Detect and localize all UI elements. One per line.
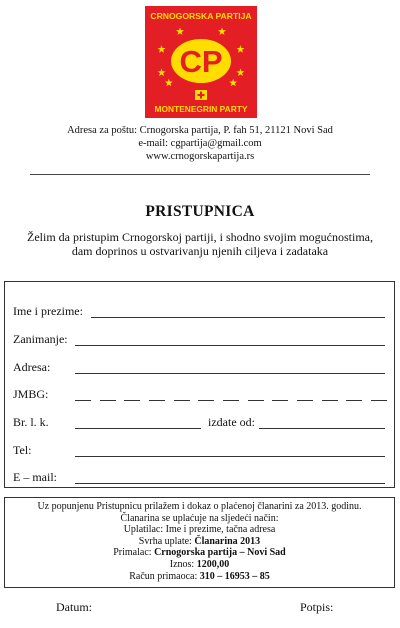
jmbg-digit-slot[interactable] [322,400,338,401]
account-value: 310 – 16953 – 85 [199,570,270,582]
jmbg-field[interactable] [75,400,387,402]
postal-address: Adresa za poštu: Crnogorska partija, P. fah 51, 21121 Novi Sad [67,125,333,136]
address-label: Adresa: [13,360,51,374]
jmbg-digit-slot[interactable] [75,400,91,401]
id-card-label: Br. l. k. [13,415,49,429]
amount-label: Iznos: [169,558,195,570]
logo-initials: CP [179,44,223,79]
payment-account [5,571,394,583]
party-logo [145,6,257,118]
occupation-label: Zanimanje: [13,332,68,346]
jmbg-digit-slot[interactable] [124,400,140,401]
jmbg-label: JMBG: [13,387,49,401]
intro-text [0,230,400,258]
cross-icon [195,90,207,100]
address-field[interactable] [75,373,385,374]
jmbg-digit-slot[interactable] [198,400,214,401]
purpose-label: Svrha uplate: [138,535,192,547]
intro-line-1: Želim da pristupim Crnogorskoj partiji, i shodno svojim mogućnostima, [27,230,373,244]
jmbg-digit-slot[interactable] [248,400,264,401]
logo-bottom-text: MONTENEGRIN PARTY [154,104,248,114]
jmbg-digit-slot[interactable] [272,400,288,401]
contact-website: www.crnogorskapartija.rs [145,151,255,162]
recipient-value: Crnogorska partija – Novi Sad [154,547,286,559]
intro-line-2: dam doprinos u ostvarivanju njenih ciljeva i zadataka [71,244,329,258]
issued-by-field[interactable] [259,428,385,429]
account-label: Račun primaoca: [129,570,198,582]
logo-top-text: CRNOGORSKA PARTIJA [150,11,252,21]
contact-info [0,124,400,163]
amount-value: 1200,00 [196,558,230,570]
occupation-field[interactable] [75,345,385,346]
payment-amount [5,559,394,571]
payment-line-1: Uz popunjenu Pristupnicu prilažem i dokaz o plaćenoj članarini za 2013. godinu. [37,501,362,512]
jmbg-digit-slot[interactable] [174,400,190,401]
jmbg-digit-slot[interactable] [223,400,239,401]
name-field[interactable] [91,317,385,318]
email-field[interactable] [75,483,385,484]
jmbg-digit-slot[interactable] [100,400,116,401]
payment-purpose [5,536,394,548]
jmbg-digit-slot[interactable] [371,400,387,401]
application-form [4,281,395,488]
date-label: Datum: [56,600,92,614]
jmbg-digit-slot[interactable] [297,400,313,401]
signature-label: Potpis: [300,600,334,614]
payment-payer: Uplatilac: Ime i prezime, tačna adresa [123,524,276,536]
purpose-value: Članarina 2013 [194,535,261,547]
phone-field[interactable] [75,456,385,457]
jmbg-digit-slot[interactable] [346,400,362,401]
page-title: PRISTUPNICA [145,203,255,220]
id-card-field[interactable] [75,428,201,429]
payment-recipient [5,547,394,559]
recipient-label: Primalac: [113,547,152,559]
payment-line-2: Članarina se uplaćuje na sljedeći način: [120,512,279,524]
contact-email: e-mail: cgpartija@gmail.com [138,138,262,149]
jmbg-digit-slot[interactable] [149,400,165,401]
payment-info [4,497,395,588]
phone-label: Tel: [13,443,32,457]
issued-by-label: izdate od: [208,415,255,429]
email-label: E – mail: [13,470,57,484]
name-label: Ime i prezime: [13,304,83,318]
logo-graphic [145,6,257,118]
header-divider [30,174,370,175]
